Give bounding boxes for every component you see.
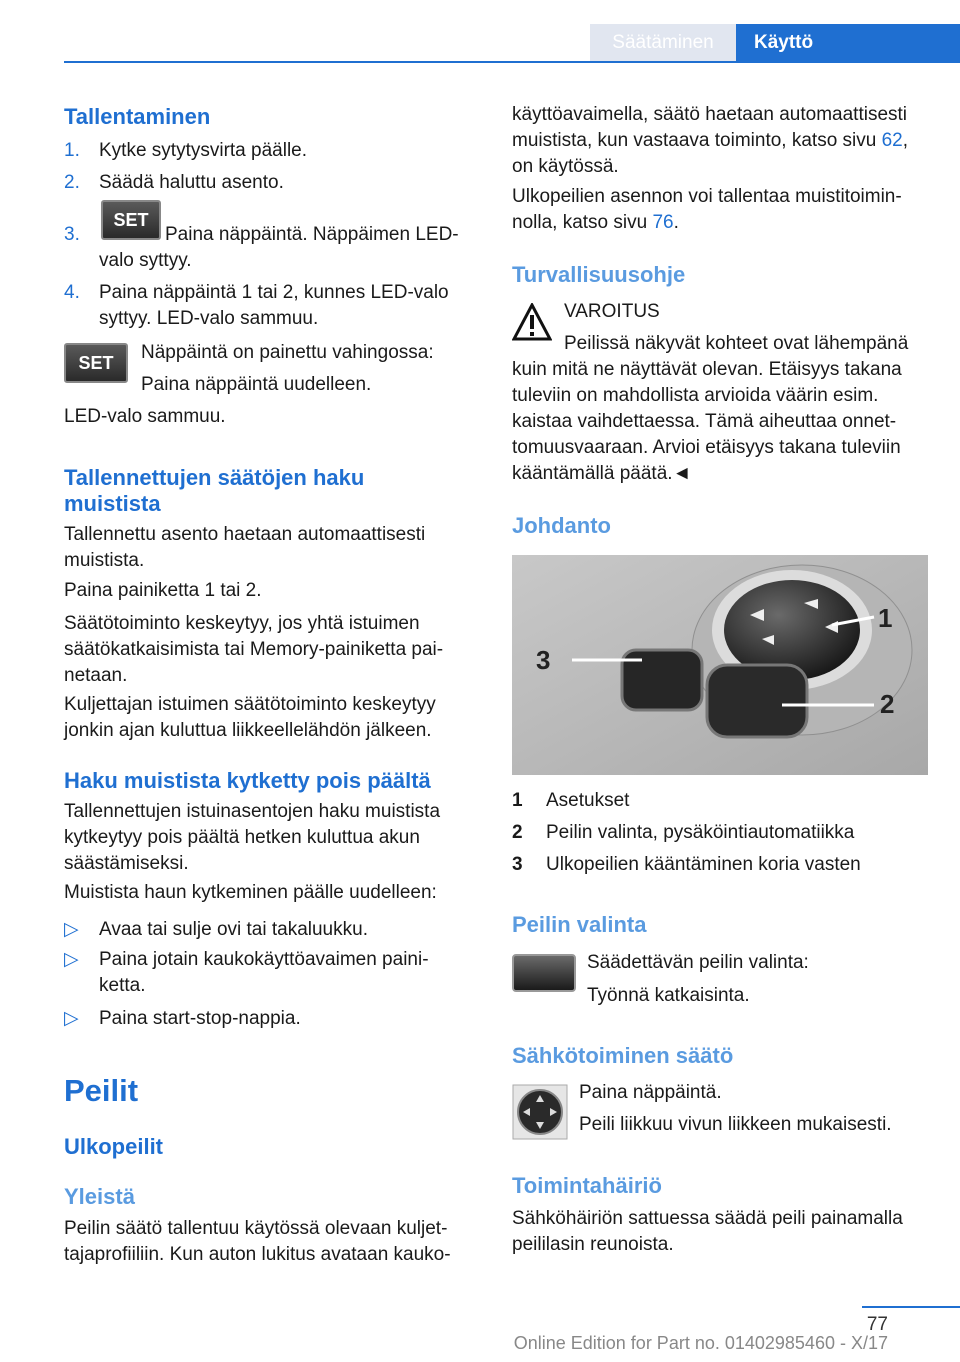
step-number: 2.: [64, 172, 80, 193]
legend-text: Asetukset: [546, 790, 630, 811]
step-number: 4.: [64, 282, 80, 303]
mirror-adjust-knob-icon: [512, 1084, 568, 1140]
electric-heading: Sähkötoiminen säätö: [512, 1043, 734, 1068]
warning-title: VAROITUS: [564, 301, 660, 322]
recall-paragraph: Paina painiketta 1 tai 2.: [64, 580, 262, 601]
off-heading: Haku muistista kytketty pois päältä: [64, 768, 431, 793]
bullet-icon: ▷: [64, 919, 79, 940]
step-text: Paina näppäintä. Näppäimen LED-valo syttyy.: [99, 224, 459, 271]
legend-text: Ulkopeilien kääntäminen koria vasten: [546, 854, 861, 875]
page-link[interactable]: 76: [652, 212, 674, 233]
set-key-icon: SET: [101, 200, 161, 240]
led-off-text: LED-valo sammuu.: [64, 406, 226, 427]
off-paragraph: Tallennettujen istuinasentojen haku muistista kytkeytyy pois päältä hetken kuluttua akun säästämiseksi.: [64, 801, 441, 874]
electric-line-1: Paina näppäintä.: [579, 1082, 722, 1103]
step-number: 1.: [64, 140, 80, 161]
legend-text: Peilin valinta, pysäköintiautomatiikka: [546, 822, 855, 843]
select-heading: Peilin valinta: [512, 912, 647, 937]
warning-text: Peilissä näkyvät kohteet ovat lähempänä kuin mitä ne näyttävät olevan. Etäisyys takana tuleviin on mahdollista arvioida väärin esim. kaistaa vaihdettaessa. Tämä aiheuttaa onnettomuusvaaraan. Arvioi etäisyys takana tuleviin kääntämällä päätä.◄: [512, 333, 909, 484]
continued-paragraph: käyttöavaimella, säätö haetaan automaattisesti muistista, kun vastaava toiminto, katso sivu 62, on käytössä.: [512, 104, 909, 177]
legend-number: 1: [512, 790, 523, 811]
footer-rule: [862, 1306, 960, 1308]
continued-paragraph: Ulkopeilien asennon voi tallentaa muistitoiminnolla, katso sivu 76.: [512, 186, 902, 233]
recall-paragraph: Tallennettu asento haetaan automaattisesti muistista.: [64, 524, 426, 571]
bullet-text: Paina jotain kaukokäyttöavaimen painiketta.: [99, 949, 429, 996]
mirror-select-switch-icon: [512, 954, 576, 992]
note-line-2: Paina näppäintä uudelleen.: [141, 374, 372, 395]
fault-heading: Toimintahäiriö: [512, 1173, 662, 1198]
set-key-icon: SET: [64, 343, 128, 383]
note-line-1: Näppäintä on painettu vahingossa:: [141, 342, 434, 363]
header-rule: [64, 61, 960, 63]
select-line-1: Säädettävän peilin valinta:: [587, 952, 809, 973]
edition-text: Online Edition for Part no. 01402985460 - X/17: [513, 1333, 888, 1353]
general-heading: Yleistä: [64, 1184, 135, 1209]
select-line-2: Työnnä katkaisinta.: [587, 985, 750, 1006]
off-paragraph: Muistista haun kytkeminen päälle uudelleen:: [64, 882, 437, 903]
tab-section: Säätäminen: [590, 24, 736, 61]
recall-paragraph: Kuljettajan istuimen säätötoiminto keskeytyy jonkin ajan kuluttua liikkeellelähdön jälkeen.: [64, 694, 436, 741]
mirror-switch-photo: [512, 555, 928, 775]
fault-paragraph: Sähköhäiriön sattuessa säädä peili painamalla peililasin reunoista.: [512, 1208, 903, 1255]
photo-label: 2: [880, 689, 895, 719]
general-paragraph: Peilin säätö tallentuu käytössä olevaan kuljettajaprofiiliin. Kun auton lukitus avataan kauko-: [64, 1218, 451, 1265]
bullet-text: Paina start-stop-nappia.: [99, 1008, 301, 1029]
bullet-icon: ▷: [64, 949, 79, 970]
step-text: Paina näppäintä 1 tai 2, kunnes LED-valo syttyy. LED-valo sammuu.: [99, 282, 449, 329]
step-text: Säädä haluttu asento.: [99, 172, 284, 193]
bullet-icon: ▷: [64, 1008, 79, 1029]
recall-paragraph: Säätötoiminto keskeytyy, jos yhtä istuimen säätökatkaisimista tai Memory-painiketta painetaan.: [64, 613, 444, 686]
electric-line-2: Peili liikkuu vivun liikkeen mukaisesti.: [579, 1114, 892, 1135]
legend-number: 2: [512, 822, 523, 843]
save-heading: Tallentaminen: [64, 104, 211, 129]
page-link[interactable]: 62: [881, 130, 903, 151]
legend-number: 3: [512, 854, 523, 875]
step-text: Kytke sytytysvirta päälle.: [99, 140, 308, 161]
intro-heading: Johdanto: [512, 513, 611, 538]
outside-mirrors-heading: Ulkopeilit: [64, 1134, 164, 1159]
safety-heading: Turvallisuusohje: [512, 262, 686, 287]
tab-chapter: Käyttö: [736, 24, 960, 61]
page-number: 77: [866, 1314, 888, 1335]
photo-label: 1: [878, 603, 893, 633]
step-number: 3.: [64, 224, 80, 245]
mirrors-heading: Peilit: [64, 1073, 139, 1108]
bullet-text: Avaa tai sulje ovi tai takaluukku.: [99, 919, 368, 940]
recall-heading: Tallennettujen säätöjen haku muistista: [64, 465, 365, 516]
photo-label: 3: [536, 645, 551, 675]
